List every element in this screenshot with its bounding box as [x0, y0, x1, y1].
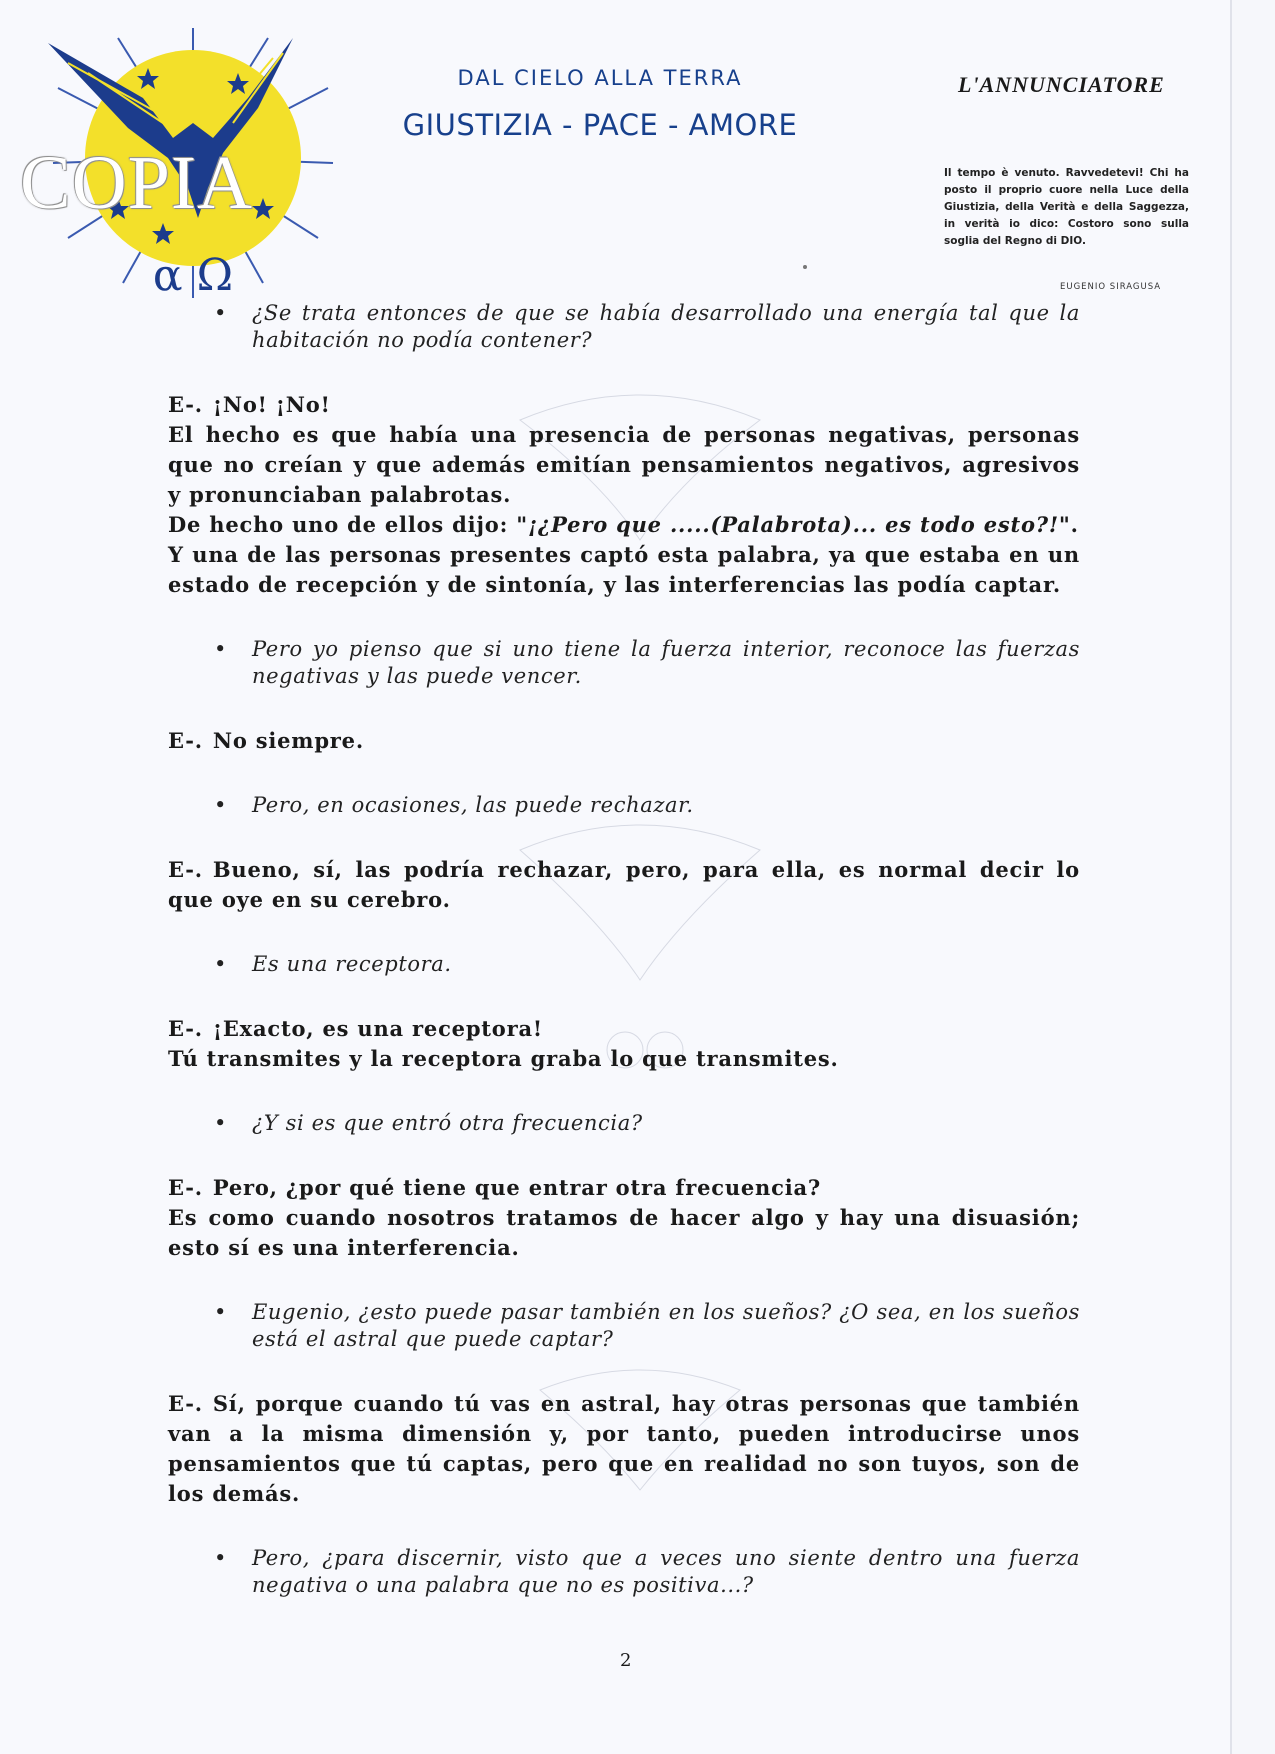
answer-block: [168, 726, 1080, 756]
bullet: •: [214, 793, 227, 817]
bullet: •: [214, 637, 227, 661]
question-item: [168, 1110, 1080, 1137]
question-item: [168, 951, 1080, 978]
header-tagline: DAL CIELO ALLA TERRA: [457, 66, 743, 90]
bullet: •: [214, 1300, 227, 1324]
question-item: [168, 1299, 1080, 1353]
quoted-speech: "¡¿Pero que .....(Palabrota)... es todo esto?!": [516, 512, 1071, 537]
speaker-label: E-.: [168, 1016, 203, 1041]
answer-line: [168, 726, 1080, 756]
speaker-label: E-.: [168, 1175, 203, 1200]
speaker-label: E-.: [168, 728, 203, 753]
question-item: [168, 636, 1080, 690]
speaker-label: E-.: [168, 857, 203, 882]
answer-text: ¡Exacto, es una receptora!: [212, 1016, 543, 1041]
answer-text: Pero, ¿por qué tiene que entrar otra frecuencia?: [212, 1175, 821, 1200]
answer-line: [168, 510, 1080, 540]
answer-text: No siempre.: [212, 728, 364, 753]
question-item: [168, 300, 1080, 354]
answer-block: [168, 390, 1080, 600]
question-item: [168, 792, 1080, 819]
bullet: •: [214, 952, 227, 976]
answer-text: De hecho uno de ellos dijo:: [168, 512, 517, 537]
question-text: ¿Y si es que entró otra frecuencia?: [252, 1111, 643, 1135]
question-text: Pero, en ocasiones, las puede rechazar.: [252, 793, 694, 817]
question-text: Eugenio, ¿esto puede pasar también en los sueños? ¿O sea, en los sueños está el astral que puede captar?: [252, 1300, 1080, 1351]
question-text: Pero yo pienso que si uno tiene la fuerza interior, reconoce las fuerzas negativas y las puede vencer.: [252, 637, 1080, 688]
question-item: [168, 1545, 1080, 1599]
speaker-label: E-.: [168, 392, 203, 417]
answer-block: [168, 1014, 1080, 1074]
decorative-dot: [803, 265, 807, 269]
bullet: •: [214, 1546, 227, 1570]
question-text: Pero, ¿para discernir, visto que a veces uno siente dentro una fuerza negativa o una palabra que no es positiva...?: [252, 1546, 1080, 1597]
answer-text: Sí, porque cuando tú vas en astral, hay otras personas que también van a la misma dimensión y, por tanto, pueden introducirse unos pensamientos que tú captas, pero que en realidad no son tuyos, son de los demás.: [168, 1391, 1080, 1506]
answer-text: .: [1070, 512, 1079, 537]
answer-line: Es como cuando nosotros tratamos de hacer algo y hay una disuasión; esto sí es una interferencia.: [168, 1205, 1080, 1260]
answer-line: [168, 1173, 1080, 1203]
answer-line: Y una de las personas presentes captó esta palabra, ya que estaba en un estado de recepción y de sintonía, y las interferencias las podía captar.: [168, 542, 1080, 597]
question-text: ¿Se trata entonces de que se había desarrollado una energía tal que la habitación no podía contener?: [252, 301, 1080, 352]
answer-line: [168, 1014, 1080, 1044]
bullet: •: [214, 301, 227, 325]
answer-block: [168, 1389, 1080, 1509]
answer-line: Tú transmites y la receptora graba lo que transmites.: [168, 1046, 839, 1071]
bullet: •: [214, 1111, 227, 1135]
header-motto: GIUSTIZIA - PACE - AMORE: [402, 108, 798, 142]
answer-line: [168, 1389, 1080, 1509]
copia-stamp: COPIA: [20, 141, 254, 225]
dialogue-body: [168, 300, 1080, 1635]
header-quote: Il tempo è venuto. Ravvedetevi! Chi ha posto il proprio cuore nella Luce della Giustizia, della Verità e della Saggezza, in verità io dico: Costoro sono sulla soglia del Regno di DIO.: [944, 167, 1189, 247]
quote-author: EUGENIO SIRAGUSA: [1060, 282, 1162, 292]
page-number: 2: [620, 1650, 632, 1671]
answer-block: [168, 855, 1080, 915]
header-center: [380, 66, 820, 142]
answer-line: El hecho es que había una presencia de personas negativas, personas que no creían y que además emitían pensamientos negativos, agresivos y pronunciaban palabrotas.: [168, 422, 1080, 507]
speaker-label: E-.: [168, 1391, 203, 1416]
answer-text: ¡No! ¡No!: [212, 392, 331, 417]
question-text: Es una receptora.: [252, 952, 452, 976]
answer-line: [168, 855, 1080, 915]
publication-title: L'ANNUNCIATORE: [958, 72, 1165, 97]
answer-block: [168, 1173, 1080, 1263]
logo-alpha-omega: α Ω: [152, 250, 234, 301]
answer-text: Bueno, sí, las podría rechazar, pero, para ella, es normal decir lo que oye en su cerebro.: [168, 857, 1080, 912]
answer-line: [168, 390, 1080, 420]
